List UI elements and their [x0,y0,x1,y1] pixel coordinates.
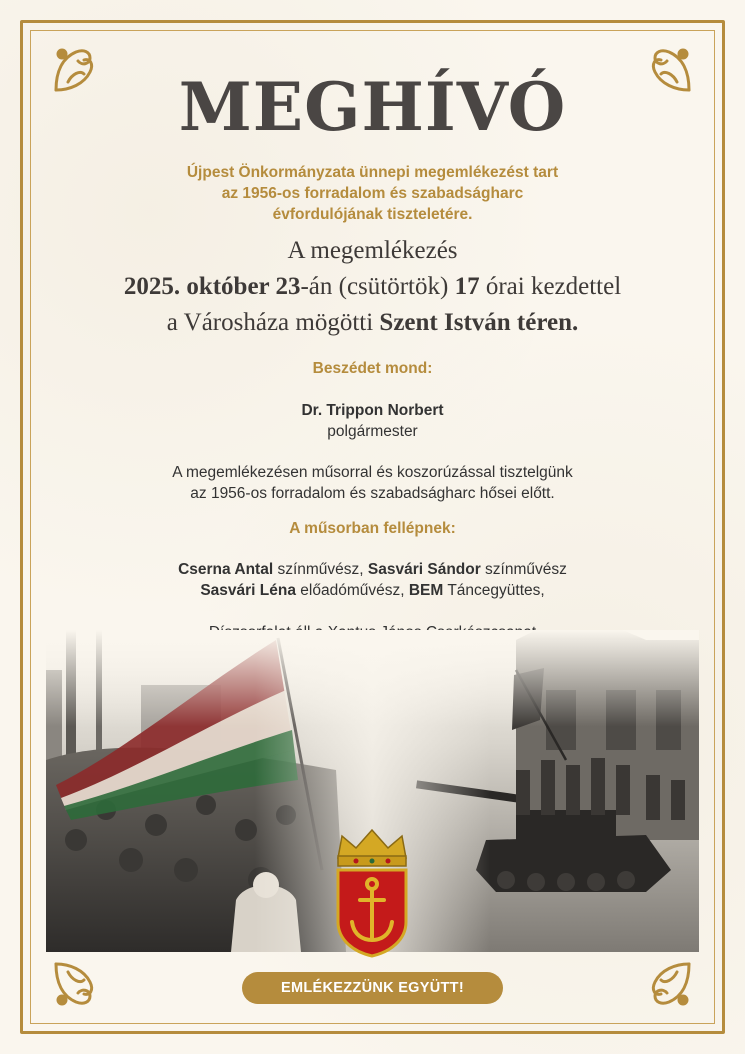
speaker-block [40,400,705,442]
performer-name: Sasvári Sándor [367,561,481,578]
performer-role: Táncegyüttes, [443,582,545,599]
performer-role: színművész, [273,561,368,578]
ceremony-text [40,462,705,504]
ceremony-line: az 1956-os forradalom és szabadságharc hősei előtt. [190,485,555,502]
intro-line: Újpest Önkormányzata ünnepi megemlékezést tart [186,164,559,181]
intro-line: évfordulójának tiszteletére. [272,206,473,223]
performer-name: Sasvári Léna [200,582,296,599]
performer-role: előadóművész, [295,582,409,599]
intro-line: az 1956-os forradalom és szabadságharc [221,185,524,202]
event-date: 2025. október 23 [123,273,301,300]
event-place-line [30,305,715,341]
closing-badge: EMLÉKEZZÜNK EGYÜTT! [242,972,503,1004]
corner-ornament-icon [641,958,695,1012]
performer-role: színművész [480,561,567,578]
ceremony-line: A megemlékezésen műsorral és koszorúzással tisztelgünk [172,464,573,481]
speech-label: Beszédet mond: [312,360,433,377]
intro-text [60,162,685,225]
speaker-name: Dr. Trippon Norbert [301,402,444,419]
event-place-prefix: a Városháza mögötti [166,309,380,336]
event-heading: A megemlékezés [287,237,458,264]
event-date-suffix: -án (csütörtök) [300,273,455,300]
event-time-suffix: órai kezdettel [479,273,622,300]
performer-name: BEM [408,582,444,599]
event-date-line [30,269,715,305]
event-place: Szent István téren. [379,309,579,336]
performers-list [40,559,705,601]
corner-ornament-icon [50,958,104,1012]
speaker-role: polgármester [327,423,418,440]
performers-label: A műsorban fellépnek: [289,520,456,537]
event-time: 17 [454,273,480,300]
performer-name: Cserna Antal [178,561,274,578]
page-title: MEGHÍVÓ [178,68,567,146]
event-details [30,233,715,341]
coat-of-arms-icon [332,826,412,958]
